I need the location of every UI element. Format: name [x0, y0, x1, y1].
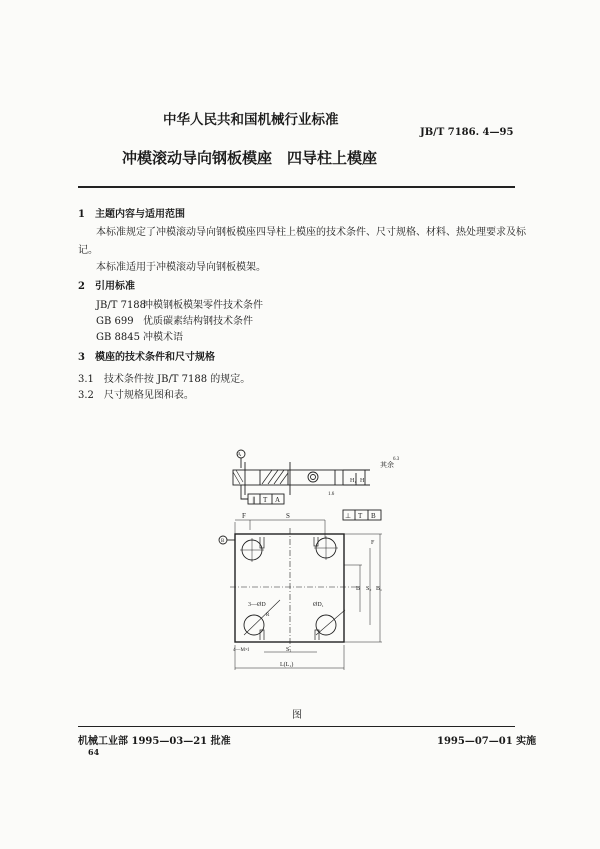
section-1-paragraph-line: 记。 [78, 245, 98, 256]
reference-name: 优质碳素结构钢技术条件 [143, 316, 253, 327]
section-1-paragraph-2: 本标准适用于冲模滚动导向钢板模架。 [96, 262, 266, 273]
page-number: 64 [88, 747, 100, 757]
reference-code: GB 699 [96, 316, 134, 327]
dim-h1: H₁ [350, 478, 357, 484]
dim-d: 3—ØD [248, 602, 266, 608]
document-title: 冲模滚动导向钢板模座 四导柱上模座 [122, 149, 378, 167]
dim-f-vertical: F [371, 540, 375, 546]
dim-b1: B₁ [376, 586, 383, 592]
figure-caption: 图 [292, 710, 302, 721]
roughness-rest-label: 其余 [380, 461, 394, 469]
reference-item [96, 312, 253, 327]
roughness-rest-value: 6.3 [393, 457, 400, 462]
footer-divider [78, 726, 515, 727]
reference-code: JB/T 7188 [96, 300, 147, 311]
section-3-heading: 3 模座的技术条件和尺寸规格 [78, 352, 215, 363]
reference-name: 冲模钢板模架零件技术条件 [143, 300, 263, 311]
issuing-organization: 中华人民共和国机械行业标准 [163, 112, 339, 128]
tolerance-datum: A [275, 496, 281, 504]
approval-date: 机械工业部 1995—03—21 批准 [78, 736, 231, 747]
tolerance-grade: T [263, 496, 268, 504]
dim-h: H [360, 478, 365, 484]
reference-name: 冲模术语 [143, 332, 183, 343]
dim-thread: 4—M×l [233, 648, 250, 653]
reference-code: GB 8845 [96, 332, 140, 343]
tolerance-symbol: ⊥ [345, 512, 352, 520]
clause-3-1: 3.1 技术条件按 JB/T 7188 的规定。 [78, 374, 251, 385]
header-divider [78, 186, 515, 188]
dim-s: S [286, 512, 290, 520]
reference-item [96, 296, 263, 311]
technical-drawing [200, 440, 440, 700]
section-1-paragraph-line: 本标准规定了冲模滚动导向钢板模座四导柱上模座的技术条件、尺寸规格、材料、热处理要求及标 [96, 227, 526, 238]
roughness-value: 1.6 [328, 492, 335, 497]
section-1-heading: 1 主题内容与适用范围 [78, 209, 185, 220]
tolerance-symbol: ∥ [252, 496, 256, 504]
section-2-heading: 2 引用标准 [78, 281, 135, 292]
dim-s1: S₁ [286, 647, 292, 653]
dim-f: F [242, 512, 246, 520]
dim-b: B [356, 586, 361, 592]
clause-3-2: 3.2 尺寸规格见图和表。 [78, 390, 194, 401]
dim-l: L(L₁) [280, 662, 294, 668]
tolerance-datum: B [371, 512, 376, 520]
tolerance-grade: T [358, 512, 363, 520]
dim-d1: ØD₁ [313, 602, 324, 608]
datum-a-label: A [236, 452, 242, 458]
reference-item [96, 328, 183, 343]
dim-r: R [266, 613, 270, 618]
datum-b-label: B [221, 539, 225, 544]
dim-s2: S₂ [366, 586, 372, 592]
standard-code: JB/T 7186. 4—95 [420, 127, 514, 138]
effective-date: 1995—07—01 实施 [437, 736, 537, 747]
